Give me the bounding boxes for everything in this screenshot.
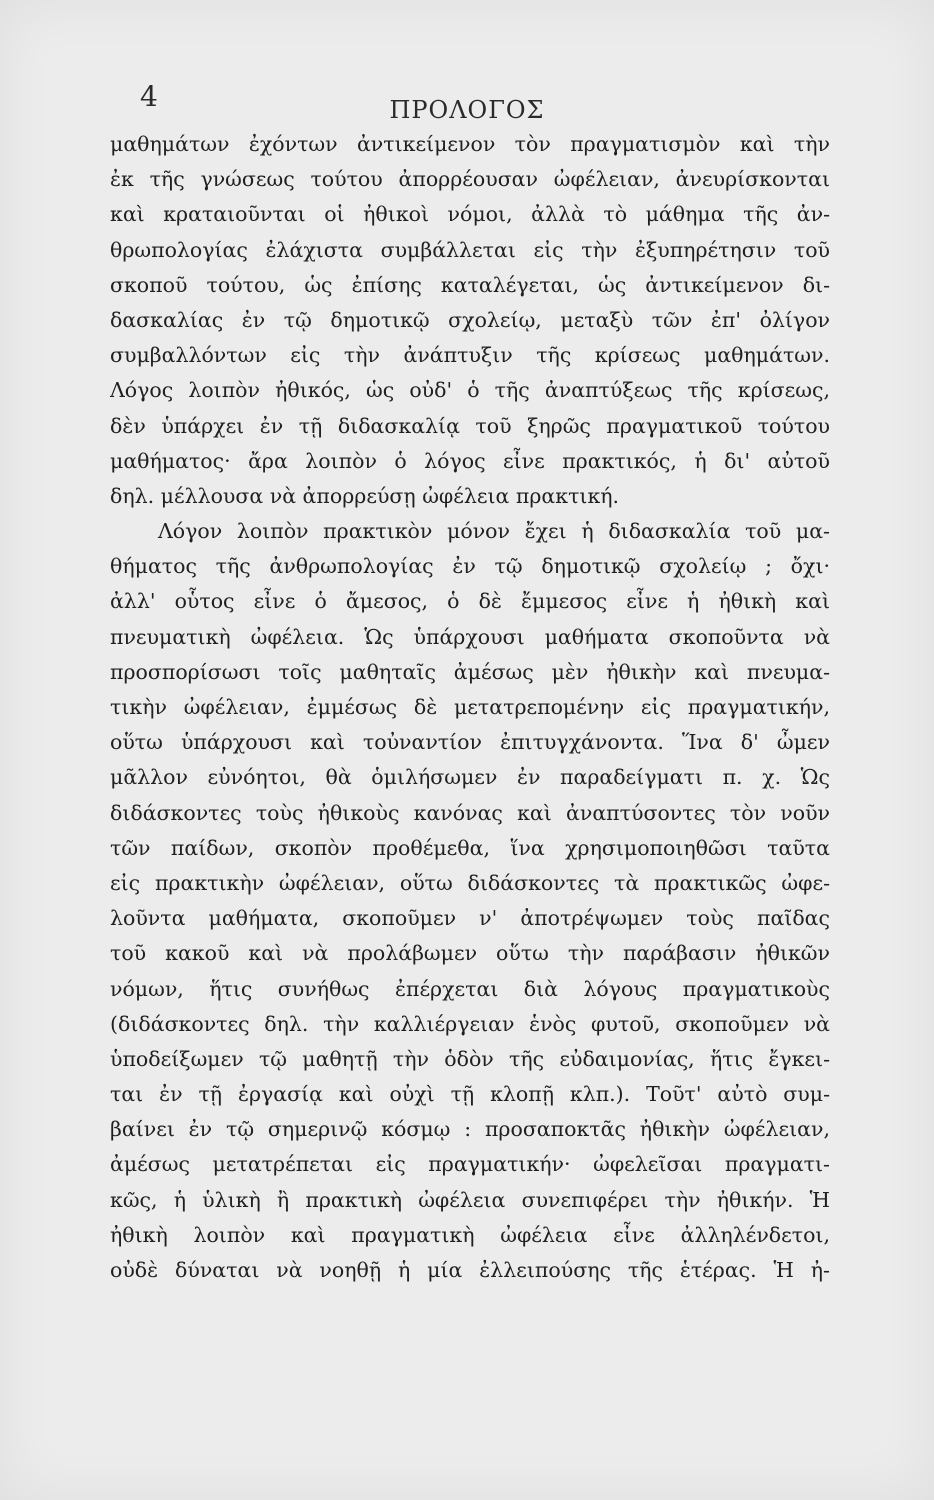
text-line: μαθήματος· ἄρα λοιπὸν ὁ λόγος εἶνε πρακτικός, ἡ δι' αὐτοῦ	[110, 448, 830, 473]
text-line: σκοποῦ τούτου, ὡς ἐπίσης καταλέγεται, ὡς ἀντικείμενον δι-	[110, 272, 830, 297]
text-line: οὐδὲ δύναται νὰ νοηθῇ ἡ μία ἐλλειπούσης τῆς ἑτέρας. Ἡ ἠ-	[110, 1258, 830, 1282]
text-line: οὕτω ὑπάρχουσι καὶ τοὐναντίον ἐπιτυγχάνοντα. Ἵνα δ' ὦμεν	[110, 730, 830, 755]
page-number: 4	[140, 80, 158, 113]
text-line: εἰς πρακτικὴν ὠφέλειαν, οὕτω διδάσκοντες τὰ πρακτικῶς ὠφε-	[110, 870, 830, 895]
text-line: κῶς, ἡ ὑλικὴ ἢ πρακτικὴ ὠφέλεια συνεπιφέρει τὴν ἠθικήν. Ἡ	[110, 1187, 830, 1212]
body-text	[110, 127, 830, 1288]
text-line: διδάσκοντες τοὺς ἠθικοὺς κανόνας καὶ ἀναπτύσοντες τὸν νοῦν	[110, 800, 830, 825]
text-line: νόμων, ἥτις συνήθως ἐπέρχεται διὰ λόγους πραγματικοὺς	[110, 976, 830, 1001]
text-line: ὑποδείξωμεν τῷ μαθητῇ τὴν ὁδὸν τῆς εὐδαιμονίας, ἥτις ἔγκει-	[110, 1046, 830, 1071]
text-line: τικὴν ὠφέλειαν, ἐμμέσως δὲ μετατρεπομένην εἰς πραγματικήν,	[110, 695, 830, 719]
text-line: βαίνει ἐν τῷ σημερινῷ κόσμῳ : προσαποκτᾶς ἠθικὴν ὠφέλειαν,	[110, 1117, 830, 1142]
text-line: ἀλλ' οὗτος εἶνε ὁ ἄμεσος, ὁ δὲ ἔμμεσος εἶνε ἡ ἠθικὴ καὶ	[110, 589, 830, 614]
text-line: καὶ κραταιοῦνται οἱ ἠθικοὶ νόμοι, ἀλλὰ τὸ μάθημα τῆς ἀν-	[110, 202, 830, 227]
text-line: τῶν παίδων, σκοπὸν προθέμεθα, ἵνα χρησιμοποιηθῶσι ταῦτα	[110, 835, 830, 860]
text-line: δὲν ὑπάρχει ἐν τῇ διδασκαλίᾳ τοῦ ξηρῶς πραγματικοῦ τούτου	[110, 413, 830, 438]
text-line: (διδάσκοντες δηλ. τὴν καλλιέργειαν ἑνὸς φυτοῦ, σκοποῦμεν νὰ	[110, 1011, 830, 1036]
text-line: συμβαλλόντων εἰς τὴν ἀνάπτυξιν τῆς κρίσεως μαθημάτων.	[110, 343, 830, 368]
text-line: πνευματικὴ ὠφέλεια. Ὡς ὑπάρχουσι μαθήματα σκοποῦντα νὰ	[110, 624, 830, 649]
text-line: προσπορίσωσι τοῖς μαθηταῖς ἀμέσως μὲν ἠθικὴν καὶ πνευμα-	[110, 659, 830, 684]
text-line: λοῦντα μαθήματα, σκοποῦμεν ν' ἀποτρέψωμεν τοὺς παῖδας	[110, 906, 830, 931]
text-line: μαθημάτων ἐχόντων ἀντικείμενον τὸν πραγματισμὸν καὶ τὴν	[110, 132, 830, 156]
text-line: ται ἐν τῇ ἐργασίᾳ καὶ οὐχὶ τῇ κλοπῇ κλπ.). Τοῦτ' αὐτὸ συμ-	[110, 1082, 830, 1107]
text-line: δηλ. μέλλουσα νὰ ἀπορρεύσῃ ὠφέλεια πρακτική.	[110, 483, 620, 508]
text-line: θρωπολογίας ἐλάχιστα συμβάλλεται εἰς τὴν ἐξυπηρέτησιν τοῦ	[110, 237, 830, 262]
text-line: ἀμέσως μετατρέπεται εἰς πραγματικήν· ὠφελεῖσαι πραγματι-	[110, 1152, 830, 1177]
text-line: δασκαλίας ἐν τῷ δημοτικῷ σχολείῳ, μεταξὺ τῶν ἐπ' ὀλίγον	[110, 307, 830, 332]
text-line: ἠθικὴ λοιπὸν καὶ πραγματικὴ ὠφέλεια εἶνε ἀλληλένδετοι,	[110, 1222, 830, 1247]
text-line: μᾶλλον εὐνόητοι, θὰ ὁμιλήσωμεν ἐν παραδείγματι π. χ. Ὡς	[110, 765, 830, 790]
text-line: Λόγος λοιπὸν ἠθικός, ὡς οὐδ' ὁ τῆς ἀναπτύξεως τῆς κρίσεως,	[110, 378, 830, 403]
text-line: Λόγον λοιπὸν πρακτικὸν μόνον ἔχει ἡ διδασκαλία τοῦ μα-	[158, 519, 830, 544]
text-line: θήματος τῆς ἀνθρωπολογίας ἐν τῷ δημοτικῷ σχολείῳ ; ὄχι·	[110, 554, 830, 579]
running-head: ΠΡΟΛΟΓΟΣ	[389, 96, 545, 124]
text-line: ἐκ τῆς γνώσεως τούτου ἀπορρέουσαν ὠφέλειαν, ἀνευρίσκονται	[110, 167, 830, 192]
text-line: τοῦ κακοῦ καὶ νὰ προλάβωμεν οὕτω τὴν παράβασιν ἠθικῶν	[110, 941, 830, 966]
